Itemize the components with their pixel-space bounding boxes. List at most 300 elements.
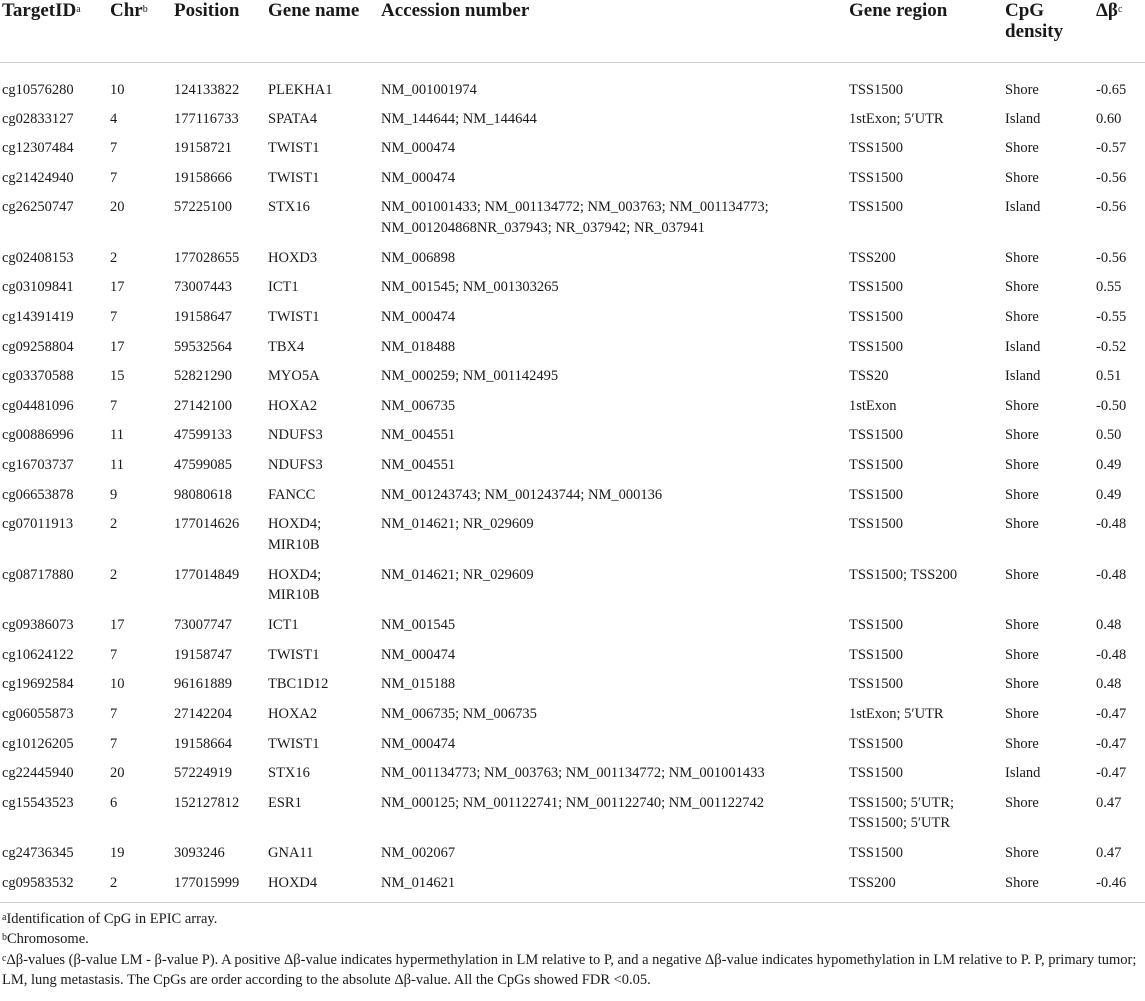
gene-region-line: TSS1500: [849, 427, 903, 444]
header-gene-name: Gene name: [268, 0, 360, 21]
gene-name-line: TWIST1: [268, 646, 320, 663]
table-row: [0, 565, 1145, 616]
chr-cell: 4: [110, 110, 118, 127]
gene-name-line: ICT1: [268, 617, 299, 634]
footnote-text: Δβ-values (β-value LM - β-value P). A positive Δβ-value indicates hypermethylation in LM relative to P, and a negative Δβ-value indicates hypomethylation in LM relative to P. P, primary tumor; LM, lung metastasis. The CpGs are order according to the absolute Δβ-value. All the CpGs showed FDR <0.05.: [2, 951, 1137, 989]
table-row: [0, 485, 1145, 515]
delta-beta-cell: 0.47: [1096, 794, 1122, 811]
position-cell: 177015999: [174, 874, 240, 891]
accession-number-line: NM_006735; NM_006735: [381, 705, 537, 722]
gene-region-line: TSS1500: [849, 169, 903, 186]
header-position: Position: [174, 0, 240, 21]
position-cell: 177014849: [174, 566, 240, 583]
gene-name-cell: [268, 366, 381, 396]
accession-number-line: NM_000474: [381, 646, 456, 663]
accession-number-line: NM_002067: [381, 845, 456, 862]
cpg-density-cell: Shore: [1005, 735, 1039, 752]
gene-name-cell: [268, 277, 381, 307]
delta-beta-cell: -0.56: [1096, 169, 1127, 186]
gene-name-cell: [268, 704, 381, 734]
accession-number-line: NM_001204868NR_037943; NR_037942; NR_037941: [381, 219, 705, 236]
gene-region-line: TSS1500: [849, 140, 903, 157]
cpg-density-cell: Island: [1005, 338, 1041, 355]
accession-number-cell: [381, 514, 849, 565]
table-row: [0, 455, 1145, 485]
accession-number-line: NM_001001433; NM_001134772; NM_003763; NM_001134773;: [381, 199, 769, 216]
table-row: [0, 514, 1145, 565]
footnote-text: Chromosome.: [7, 931, 89, 948]
table-row: [0, 366, 1145, 396]
accession-number-cell: [381, 645, 849, 675]
gene-region-line: TSS1500: [849, 676, 903, 693]
delta-beta-cell: 0.51: [1096, 368, 1122, 385]
position-cell: 27142204: [174, 705, 232, 722]
gene-region-cell: [849, 455, 1005, 485]
position-cell: 73007443: [174, 279, 232, 296]
gene-name-cell: [268, 843, 381, 873]
cpg-density-cell: Island: [1005, 199, 1041, 216]
chr-cell: 2: [110, 249, 118, 266]
accession-number-line: NM_004551: [381, 456, 456, 473]
target-id-cell: cg03370588: [2, 368, 74, 385]
footnote: [2, 950, 1142, 991]
cpg-density-cell: Shore: [1005, 169, 1039, 186]
gene-region-line: 1stExon: [849, 397, 897, 414]
gene-name-line: FANCC: [268, 486, 316, 503]
accession-number-cell: [381, 366, 849, 396]
gene-region-cell: [849, 763, 1005, 793]
delta-beta-cell: -0.56: [1096, 249, 1127, 266]
cpg-density-cell: Shore: [1005, 566, 1039, 583]
footnote-text: Identification of CpG in EPIC array.: [6, 910, 218, 927]
cpg-density-cell: Shore: [1005, 456, 1039, 473]
gene-region-cell: [849, 674, 1005, 704]
table-row: [0, 615, 1145, 645]
accession-number-cell: [381, 168, 849, 198]
header-target-id: TargetID$^a$: [2, 0, 81, 21]
accession-number-line: NM_000474: [381, 140, 456, 157]
gene-name-cell: [268, 645, 381, 675]
gene-name-cell: [268, 485, 381, 515]
position-cell: 57225100: [174, 199, 232, 216]
table-row: [0, 248, 1145, 278]
gene-name-cell: [268, 337, 381, 367]
delta-beta-cell: -0.55: [1096, 308, 1127, 325]
gene-name-cell: [268, 455, 381, 485]
chr-cell: 7: [110, 705, 118, 722]
target-id-cell: cg08717880: [2, 566, 74, 583]
position-cell: 19158747: [174, 646, 232, 663]
gene-region-cell: [849, 277, 1005, 307]
table-row: [0, 425, 1145, 455]
gene-region-line: TSS1500: [849, 279, 903, 296]
position-cell: 98080618: [174, 486, 232, 503]
gene-name-cell: [268, 615, 381, 645]
gene-region-line: TSS1500; 5′UTR;: [849, 794, 955, 811]
gene-name-line: TWIST1: [268, 308, 320, 325]
gene-region-cell: [849, 307, 1005, 337]
gene-name-line: STX16: [268, 199, 310, 216]
gene-name-line: SPATA4: [268, 110, 318, 127]
target-id-cell: cg00886996: [2, 427, 74, 444]
gene-region-cell: [849, 793, 1005, 844]
target-id-cell: cg12307484: [2, 140, 74, 157]
delta-beta-cell: 0.55: [1096, 279, 1122, 296]
gene-region-cell: [849, 565, 1005, 616]
header-cpg-density: CpG density: [1005, 0, 1064, 42]
chr-cell: 17: [110, 279, 125, 296]
gene-region-cell: [849, 704, 1005, 734]
delta-beta-cell: -0.57: [1096, 140, 1127, 157]
delta-beta-cell: -0.56: [1096, 199, 1127, 216]
accession-number-line: NM_001001974: [381, 82, 477, 98]
position-cell: 19158721: [174, 140, 232, 157]
table-row: [0, 734, 1145, 764]
accession-number-line: NM_018488: [381, 338, 456, 355]
gene-name-cell: [268, 514, 381, 565]
footnotes: [0, 909, 1142, 991]
chr-cell: 20: [110, 765, 125, 782]
chr-cell: 15: [110, 368, 125, 385]
delta-beta-cell: 0.50: [1096, 427, 1122, 444]
gene-name-cell: [268, 63, 381, 109]
chr-cell: 2: [110, 566, 118, 583]
accession-number-cell: [381, 455, 849, 485]
table-row: [0, 63, 1145, 109]
target-id-cell: cg04481096: [2, 397, 74, 414]
table-row: [0, 168, 1145, 198]
table-row: [0, 337, 1145, 367]
gene-region-line: TSS1500: [849, 735, 903, 752]
chr-cell: 6: [110, 794, 118, 811]
gene-region-cell: [849, 366, 1005, 396]
target-id-cell: cg10624122: [2, 646, 74, 663]
gene-name-cell: [268, 873, 381, 903]
target-id-cell: cg02833127: [2, 110, 74, 127]
footnote-mark: c: [2, 952, 7, 964]
accession-number-cell: [381, 565, 849, 616]
gene-name-line: HOXD4: [268, 874, 318, 891]
position-cell: 47599133: [174, 427, 232, 444]
position-cell: 152127812: [174, 794, 240, 811]
chr-cell: 17: [110, 617, 125, 634]
accession-number-line: NM_014621: [381, 874, 456, 891]
delta-beta-cell: -0.47: [1096, 705, 1127, 722]
gene-name-line: ESR1: [268, 794, 302, 811]
accession-number-line: NM_001243743; NM_001243744; NM_000136: [381, 486, 663, 503]
table-row: [0, 307, 1145, 337]
accession-number-line: NM_000259; NM_001142495: [381, 368, 559, 385]
header-chr: Chr$^b$: [110, 0, 148, 21]
gene-region-line: TSS1500: [849, 646, 903, 663]
gene-name-line: HOXA2: [268, 397, 318, 414]
gene-region-line: TSS1500: [849, 338, 903, 355]
cpg-density-cell: Shore: [1005, 82, 1039, 98]
gene-region-cell: [849, 873, 1005, 903]
gene-name-cell: [268, 248, 381, 278]
gene-name-line: NDUFS3: [268, 427, 323, 444]
gene-region-cell: [849, 514, 1005, 565]
table-header: [0, 0, 1145, 63]
accession-number-cell: [381, 425, 849, 455]
position-cell: 59532564: [174, 338, 232, 355]
delta-beta-cell: -0.48: [1096, 516, 1127, 533]
accession-number-cell: [381, 63, 849, 109]
cpg-density-cell: Shore: [1005, 249, 1039, 266]
gene-name-cell: [268, 763, 381, 793]
table-row: [0, 763, 1145, 793]
target-id-cell: cg09386073: [2, 617, 74, 634]
accession-number-cell: [381, 704, 849, 734]
target-id-cell: cg09583532: [2, 874, 74, 891]
chr-cell: 9: [110, 486, 118, 503]
footnote: [2, 929, 1142, 950]
chr-cell: 19: [110, 845, 125, 862]
cpg-density-cell: Shore: [1005, 845, 1039, 862]
gene-name-line: MIR10B: [268, 587, 320, 604]
cpg-density-cell: Shore: [1005, 617, 1039, 634]
gene-name-line: ICT1: [268, 279, 299, 296]
accession-number-line: NM_006735: [381, 397, 456, 414]
target-id-cell: cg22445940: [2, 765, 74, 782]
accession-number-cell: [381, 138, 849, 168]
accession-number-cell: [381, 396, 849, 426]
gene-name-cell: [268, 734, 381, 764]
delta-beta-cell: -0.47: [1096, 735, 1127, 752]
table-row: [0, 197, 1145, 248]
header-accession-number: Accession number: [381, 0, 530, 21]
cpg-density-cell: Shore: [1005, 486, 1039, 503]
accession-number-cell: [381, 873, 849, 903]
accession-number-line: NM_000474: [381, 169, 456, 186]
accession-number-cell: [381, 485, 849, 515]
accession-number-line: NM_015188: [381, 676, 456, 693]
accession-number-cell: [381, 248, 849, 278]
gene-region-line: 1stExon; 5′UTR: [849, 705, 944, 722]
gene-name-line: TBC1D12: [268, 676, 329, 693]
header-gene-region: Gene region: [849, 0, 948, 21]
accession-number-cell: [381, 843, 849, 873]
gene-region-line: TSS1500: [849, 765, 903, 782]
gene-region-cell: [849, 138, 1005, 168]
accession-number-cell: [381, 337, 849, 367]
gene-name-line: TWIST1: [268, 169, 320, 186]
gene-name-cell: [268, 674, 381, 704]
accession-number-cell: [381, 307, 849, 337]
delta-beta-cell: -0.48: [1096, 646, 1127, 663]
chr-cell: 17: [110, 338, 125, 355]
gene-name-line: HOXD4;: [268, 516, 322, 533]
gene-name-cell: [268, 396, 381, 426]
table-row: [0, 138, 1145, 168]
delta-beta-cell: -0.47: [1096, 765, 1127, 782]
chr-cell: 2: [110, 874, 118, 891]
accession-number-cell: [381, 763, 849, 793]
position-cell: 177014626: [174, 516, 240, 533]
accession-number-cell: [381, 793, 849, 844]
gene-region-cell: [849, 168, 1005, 198]
gene-region-line: TSS200: [849, 249, 896, 266]
table-row: [0, 674, 1145, 704]
gene-region-cell: [849, 485, 1005, 515]
accession-number-line: NM_000125; NM_001122741; NM_001122740; NM_001122742: [381, 794, 765, 811]
chr-cell: 2: [110, 516, 118, 533]
cpg-density-cell: Shore: [1005, 646, 1039, 663]
gene-region-line: TSS1500: [849, 486, 903, 503]
gene-name-line: MIR10B: [268, 536, 320, 553]
table-row: [0, 396, 1145, 426]
table-row: [0, 109, 1145, 139]
gene-region-line: TSS1500; 5′UTR: [849, 815, 951, 832]
gene-region-cell: [849, 615, 1005, 645]
table-row: [0, 277, 1145, 307]
gene-region-cell: [849, 337, 1005, 367]
gene-region-line: 1stExon; 5′UTR: [849, 110, 944, 127]
position-cell: 3093246: [174, 845, 225, 862]
chr-cell: 10: [110, 676, 125, 693]
target-id-cell: cg16703737: [2, 456, 74, 473]
accession-number-line: NM_001545; NM_001303265: [381, 279, 559, 296]
position-cell: 73007747: [174, 617, 232, 634]
position-cell: 27142100: [174, 397, 232, 414]
accession-number-line: NM_014621; NR_029609: [381, 516, 534, 533]
accession-number-cell: [381, 277, 849, 307]
delta-beta-cell: -0.46: [1096, 874, 1127, 891]
gene-name-cell: [268, 793, 381, 844]
target-id-cell: cg19692584: [2, 676, 74, 693]
gene-region-cell: [849, 645, 1005, 675]
gene-region-cell: [849, 843, 1005, 873]
target-id-cell: cg06055873: [2, 705, 74, 722]
position-cell: 57224919: [174, 765, 232, 782]
cpg-density-cell: Shore: [1005, 676, 1039, 693]
accession-number-line: NM_000474: [381, 308, 456, 325]
cpg-density-cell: Shore: [1005, 874, 1039, 891]
gene-region-line: TSS1500: [849, 82, 903, 98]
delta-beta-cell: -0.52: [1096, 338, 1127, 355]
accession-number-cell: [381, 197, 849, 248]
position-cell: 19158666: [174, 169, 232, 186]
cpg-density-cell: Shore: [1005, 397, 1039, 414]
accession-number-line: NM_006898: [381, 249, 456, 266]
chr-cell: 11: [110, 456, 124, 473]
position-cell: 96161889: [174, 676, 232, 693]
target-id-cell: cg09258804: [2, 338, 74, 355]
gene-region-line: TSS20: [849, 368, 889, 385]
gene-name-cell: [268, 565, 381, 616]
cpg-density-cell: Shore: [1005, 140, 1039, 157]
table-row: [0, 704, 1145, 734]
gene-region-cell: [849, 63, 1005, 109]
position-cell: 177116733: [174, 110, 239, 127]
gene-name-line: NDUFS3: [268, 456, 323, 473]
delta-beta-cell: 0.49: [1096, 456, 1122, 473]
target-id-cell: cg10126205: [2, 735, 74, 752]
chr-cell: 7: [110, 140, 118, 157]
gene-region-cell: [849, 109, 1005, 139]
gene-name-cell: [268, 138, 381, 168]
chr-cell: 20: [110, 199, 125, 216]
table-row: [0, 873, 1145, 903]
accession-number-cell: [381, 674, 849, 704]
accession-number-line: NM_004551: [381, 427, 456, 444]
delta-beta-cell: -0.50: [1096, 397, 1127, 414]
delta-beta-cell: 0.48: [1096, 617, 1122, 634]
table-row: [0, 843, 1145, 873]
target-id-cell: cg14391419: [2, 308, 74, 325]
position-cell: 19158664: [174, 735, 232, 752]
gene-name-cell: [268, 307, 381, 337]
footnote-mark: b: [2, 932, 7, 944]
accession-number-line: NM_001545: [381, 617, 456, 634]
accession-number-line: NM_001134773; NM_003763; NM_001134772; NM_001001433: [381, 765, 765, 782]
position-cell: 124133822: [174, 82, 240, 98]
gene-region-line: TSS1500: [849, 617, 903, 634]
cpg-density-cell: Shore: [1005, 794, 1039, 811]
gene-region-line: TSS1500: [849, 845, 903, 862]
target-id-cell: cg10576280: [2, 82, 74, 98]
accession-number-line: NM_144644; NM_144644: [381, 110, 537, 127]
gene-name-line: MYO5A: [268, 368, 320, 385]
chr-cell: 7: [110, 735, 118, 752]
gene-name-line: TWIST1: [268, 735, 320, 752]
accession-number-cell: [381, 615, 849, 645]
target-id-cell: cg03109841: [2, 279, 74, 296]
position-cell: 52821290: [174, 368, 232, 385]
position-cell: 19158647: [174, 308, 232, 325]
gene-region-line: TSS1500: [849, 308, 903, 325]
target-id-cell: cg02408153: [2, 249, 74, 266]
delta-beta-cell: 0.48: [1096, 676, 1122, 693]
gene-name-cell: [268, 425, 381, 455]
gene-region-cell: [849, 425, 1005, 455]
gene-name-cell: [268, 109, 381, 139]
gene-name-line: HOXD4;: [268, 566, 322, 583]
gene-region-line: TSS200: [849, 874, 896, 891]
gene-name-cell: [268, 197, 381, 248]
table-body: [0, 63, 1145, 903]
cpg-density-cell: Shore: [1005, 279, 1039, 296]
gene-name-line: PLEKHA1: [268, 82, 333, 98]
position-cell: 47599085: [174, 456, 232, 473]
gene-region-cell: [849, 734, 1005, 764]
delta-beta-cell: 0.60: [1096, 110, 1122, 127]
table-row: [0, 645, 1145, 675]
gene-region-cell: [849, 396, 1005, 426]
accession-number-line: NM_014621; NR_029609: [381, 566, 534, 583]
chr-cell: 7: [110, 397, 118, 414]
gene-region-line: TSS1500; TSS200: [849, 566, 958, 583]
delta-beta-cell: -0.65: [1096, 82, 1127, 98]
footnote-mark: a: [2, 911, 7, 923]
target-id-cell: cg07011913: [2, 516, 74, 533]
cpg-density-cell: Shore: [1005, 705, 1039, 722]
gene-region-cell: [849, 197, 1005, 248]
target-id-cell: cg24736345: [2, 845, 74, 862]
gene-name-line: TWIST1: [268, 140, 320, 157]
gene-region-line: TSS1500: [849, 199, 903, 216]
cpg-density-cell: Shore: [1005, 308, 1039, 325]
gene-region-cell: [849, 248, 1005, 278]
gene-name-line: STX16: [268, 765, 310, 782]
chr-cell: 10: [110, 82, 125, 98]
chr-cell: 7: [110, 646, 118, 663]
chr-cell: 7: [110, 308, 118, 325]
gene-region-line: TSS1500: [849, 516, 903, 533]
gene-name-line: HOXD3: [268, 249, 318, 266]
gene-name-line: TBX4: [268, 338, 305, 355]
accession-number-cell: [381, 109, 849, 139]
